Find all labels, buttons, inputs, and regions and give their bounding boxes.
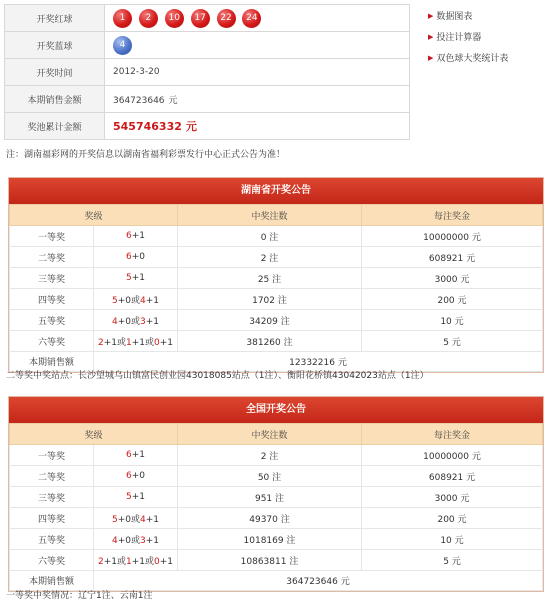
blue-ball-count: +0或	[117, 514, 140, 525]
blue-ball-count: +1	[131, 273, 145, 283]
prize-level: 六等奖	[10, 550, 94, 571]
red-ball-count: 1	[125, 556, 132, 567]
red-ball-count: 4	[140, 295, 146, 306]
blue-ball: 4	[113, 36, 132, 55]
blue-ball-row	[5, 32, 410, 59]
prize-condition	[94, 466, 178, 487]
prize-row	[10, 310, 543, 331]
prize-condition	[94, 445, 178, 466]
national-header-row	[10, 424, 543, 445]
prize-amount: 3000 元	[362, 268, 543, 289]
prize-row	[10, 487, 543, 508]
winner-count: 2 注	[178, 445, 362, 466]
sales-row	[5, 86, 410, 113]
red-ball-count: 1	[125, 337, 132, 348]
national-box-title: 全国开奖公告	[9, 397, 543, 423]
hunan-sales-label: 本期销售额	[10, 352, 94, 372]
col-header-count: 中奖注数	[178, 424, 362, 445]
draw-info-table	[4, 4, 410, 140]
col-header-level: 奖级	[10, 424, 178, 445]
winner-count: 50 注	[178, 466, 362, 487]
prize-amount: 608921 元	[362, 466, 543, 487]
winner-count: 34209 注	[178, 310, 362, 331]
prize-condition	[94, 289, 178, 310]
sales-amount-unit: 元	[168, 95, 178, 106]
red-balls-label: 开奖红球	[5, 5, 105, 32]
blue-ball-count: +0	[131, 471, 145, 481]
link-jackpot-stats-label: 双色球大奖统计表	[436, 54, 509, 64]
blue-ball-count: +1	[159, 337, 174, 348]
prize-condition	[94, 226, 178, 247]
red-ball-count: 5	[111, 514, 118, 525]
red-ball-count: 4	[140, 514, 146, 525]
national-prize-box	[8, 396, 544, 592]
blue-ball-count: +0	[131, 252, 145, 262]
blue-ball-count: +0或	[117, 295, 140, 306]
national-prize-table	[9, 423, 543, 591]
red-ball-count: 5	[111, 295, 118, 306]
hunan-winning-stations: 二等奖中奖站点：长沙望城乌山镇富民创业园43018085站点（1注）、衡阳花桥镇43042023站点（1注）	[6, 371, 429, 381]
link-data-charts[interactable]	[428, 6, 548, 27]
jackpot-label: 奖池累计金额	[5, 113, 105, 140]
blue-ball-label: 开奖蓝球	[5, 32, 105, 59]
hunan-header-row	[10, 205, 543, 226]
red-ball: 24	[242, 9, 261, 28]
winner-count: 1018169 注	[178, 529, 362, 550]
prize-amount: 200 元	[362, 289, 543, 310]
winner-count: 0 注	[178, 226, 362, 247]
prize-row	[10, 529, 543, 550]
blue-ball-count: +1	[131, 450, 145, 460]
hunan-box-title: 湖南省开奖公告	[9, 178, 543, 204]
prize-level: 四等奖	[10, 289, 94, 310]
hunan-prize-rows	[10, 226, 543, 352]
col-header-prize: 每注奖金	[362, 424, 543, 445]
blue-ball-count: +1	[145, 535, 160, 546]
winner-count: 25 注	[178, 268, 362, 289]
winner-count: 1702 注	[178, 289, 362, 310]
side-links	[428, 6, 548, 69]
red-ball: 17	[191, 9, 210, 28]
blue-ball-count: +1或	[131, 337, 154, 348]
sales-amount	[105, 86, 410, 113]
prize-level: 四等奖	[10, 508, 94, 529]
prize-condition	[94, 487, 178, 508]
prize-row	[10, 226, 543, 247]
red-ball-count: 6	[125, 231, 132, 241]
red-ball-count: 3	[140, 316, 146, 327]
link-jackpot-stats[interactable]	[428, 48, 548, 69]
jackpot-row	[5, 113, 410, 140]
prize-row	[10, 289, 543, 310]
triangle-right-icon: ▶	[428, 33, 434, 41]
prize-row	[10, 331, 543, 352]
blue-ball-count: +1	[145, 514, 160, 525]
red-ball-count: 3	[140, 535, 146, 546]
blue-ball-count: +0或	[117, 316, 140, 327]
jackpot-value: 545746332	[113, 120, 182, 133]
red-ball-count: 6	[125, 471, 132, 481]
blue-ball-count: +1	[159, 556, 174, 567]
blue-ball-count: +1	[145, 316, 160, 327]
blue-ball-count: +1	[131, 492, 145, 502]
prize-condition	[94, 268, 178, 289]
jackpot-amount	[105, 113, 410, 140]
prize-row	[10, 508, 543, 529]
winner-count: 951 注	[178, 487, 362, 508]
red-ball-count: 4	[111, 535, 118, 546]
blue-balls	[105, 32, 410, 59]
prize-level: 二等奖	[10, 247, 94, 268]
red-ball: 2	[139, 9, 158, 28]
prize-level: 五等奖	[10, 310, 94, 331]
winner-count: 10863811 注	[178, 550, 362, 571]
prize-row	[10, 247, 543, 268]
prize-amount: 5 元	[362, 331, 543, 352]
national-sales-value: 364723646 元	[94, 571, 543, 591]
national-sales-label: 本期销售额	[10, 571, 94, 591]
triangle-right-icon: ▶	[428, 12, 434, 20]
red-ball-count: 5	[125, 492, 132, 502]
prize-condition	[94, 310, 178, 331]
red-balls-row	[5, 5, 410, 32]
red-ball: 1	[113, 9, 132, 28]
red-ball-count: 0	[154, 337, 160, 348]
prize-row	[10, 268, 543, 289]
prize-amount: 200 元	[362, 508, 543, 529]
red-ball: 22	[217, 9, 236, 28]
link-data-charts-label: 数据图表	[436, 12, 473, 22]
draw-time-row	[5, 59, 410, 86]
prize-level: 六等奖	[10, 331, 94, 352]
prize-row	[10, 466, 543, 487]
prize-amount: 3000 元	[362, 487, 543, 508]
red-ball: 10	[165, 9, 184, 28]
red-ball-count: 4	[111, 316, 118, 327]
blue-ball-count: +0或	[117, 535, 140, 546]
prize-condition	[94, 550, 178, 571]
red-ball-count: 5	[125, 273, 132, 283]
prize-level: 二等奖	[10, 466, 94, 487]
sales-amount-label: 本期销售金额	[5, 86, 105, 113]
blue-ball-count: +1或	[103, 337, 126, 348]
red-ball-count: 0	[154, 556, 160, 567]
red-ball-count: 2	[97, 337, 104, 348]
prize-condition	[94, 331, 178, 352]
prize-amount: 5 元	[362, 550, 543, 571]
blue-ball-count: +1	[145, 295, 160, 306]
prize-amount: 10000000 元	[362, 445, 543, 466]
sales-amount-value: 364723646	[113, 95, 165, 106]
triangle-right-icon: ▶	[428, 54, 434, 62]
prize-level: 一等奖	[10, 445, 94, 466]
red-balls	[105, 5, 410, 32]
hunan-sales-value: 12332216 元	[94, 352, 543, 372]
blue-ball-count: +1或	[131, 556, 154, 567]
jackpot-unit: 元	[185, 120, 197, 133]
link-bet-calculator-label: 投注计算器	[436, 33, 482, 43]
prize-level: 三等奖	[10, 487, 94, 508]
prize-level: 三等奖	[10, 268, 94, 289]
red-ball-count: 6	[125, 252, 132, 262]
red-ball-count: 6	[125, 450, 132, 460]
col-header-prize: 每注奖金	[362, 205, 543, 226]
hunan-prize-box	[8, 177, 544, 373]
prize-row	[10, 445, 543, 466]
prize-amount: 10 元	[362, 529, 543, 550]
prize-row	[10, 550, 543, 571]
blue-ball-count: +1	[131, 231, 145, 241]
winner-count: 2 注	[178, 247, 362, 268]
prize-level: 五等奖	[10, 529, 94, 550]
draw-time-value: 2012-3-20	[105, 59, 410, 86]
prize-level: 一等奖	[10, 226, 94, 247]
prize-amount: 608921 元	[362, 247, 543, 268]
prize-amount: 10000000 元	[362, 226, 543, 247]
prize-condition	[94, 508, 178, 529]
winner-count: 381260 注	[178, 331, 362, 352]
red-ball-count: 2	[97, 556, 104, 567]
prize-amount: 10 元	[362, 310, 543, 331]
disclaimer-note: 注：湖南福彩网的开奖信息以湖南省福利彩票发行中心正式公告为准！	[6, 150, 286, 160]
col-header-count: 中奖注数	[178, 205, 362, 226]
blue-ball-count: +1或	[103, 556, 126, 567]
prize-condition	[94, 247, 178, 268]
link-bet-calculator[interactable]	[428, 27, 548, 48]
draw-time-label: 开奖时间	[5, 59, 105, 86]
hunan-prize-table	[9, 204, 543, 372]
national-winning-info: 一等奖中奖情况：辽宁1注、云南1注	[6, 591, 153, 601]
national-prize-rows	[10, 445, 543, 571]
winner-count: 49370 注	[178, 508, 362, 529]
col-header-level: 奖级	[10, 205, 178, 226]
prize-condition	[94, 529, 178, 550]
